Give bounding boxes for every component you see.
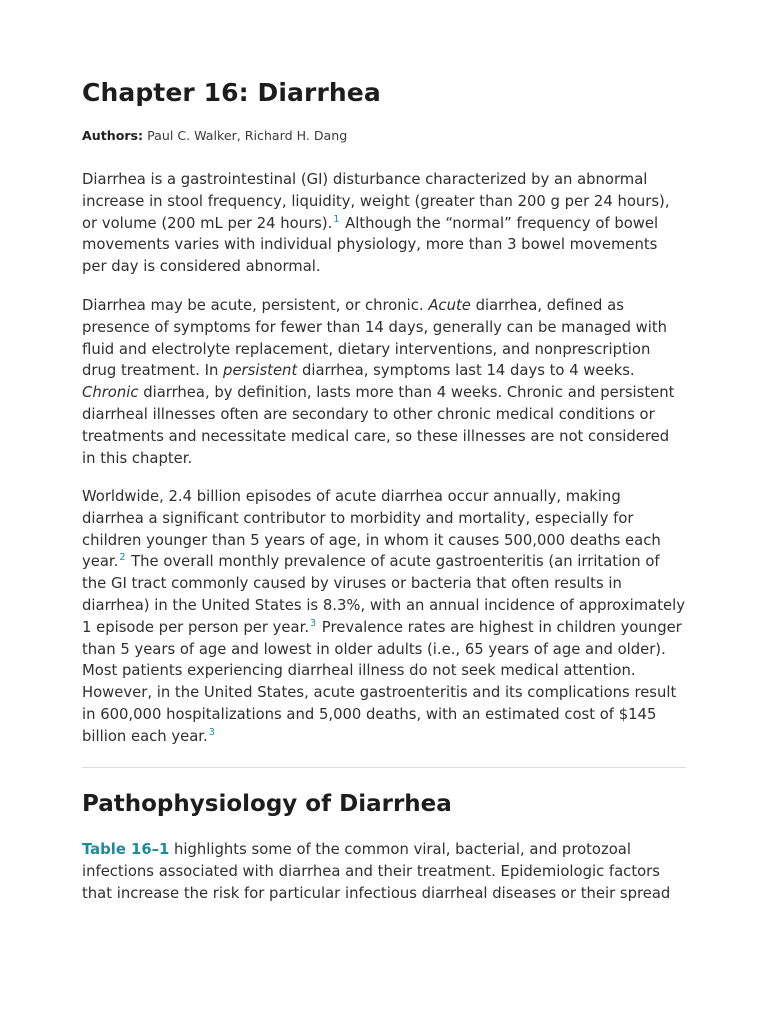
reference-link[interactable]: 2: [119, 552, 126, 564]
text-run: highlights some of the common viral, bacterial, and protozoal infections associated with diarrhea and their treatment. Epidemiologic factors that increase the risk for particular infectious diarrheal diseases or their spread: [82, 841, 671, 902]
paragraph-text: [82, 169, 686, 278]
reference-link[interactable]: 1: [333, 213, 340, 225]
authors-names: Paul C. Walker, Richard H. Dang: [147, 128, 348, 143]
paragraph-2: [82, 295, 686, 469]
paragraph-text: [82, 486, 686, 748]
text-run: Although the “normal” frequency of bowel movements varies with individual physiology, more than 3 bowel movements per day is considered abnormal.: [82, 214, 659, 276]
chapter-title: Chapter 16: Diarrhea: [82, 78, 381, 107]
text-run: The overall monthly prevalence of acute gastroenteritis (an irritation of the GI tract commonly caused by viruses or bacteria that often results in diarrhea) in the United States is 8.3%, with an annual incidence of approximately 1 episode per person per year.: [82, 553, 686, 636]
table-link[interactable]: Table 16–1: [82, 841, 170, 858]
section-divider: [82, 767, 686, 768]
paragraph-3: [82, 486, 686, 748]
text-run: Prevalence rates are highest in children younger than 5 years of age and lowest in older adults (i.e., 65 years of age and older). Most patients experiencing diarrheal illness do not seek medical attention. However, in the United States, acute gastroenteritis and its complications result in 600,000 hospitalizations and 5,000 deaths, with an estimated cost of $145 billion each year.: [82, 618, 682, 745]
authors-label: Authors:: [82, 128, 144, 143]
text-run: diarrhea, symptoms last 14 days to 4 weeks.: [297, 362, 635, 380]
emphasis-term: Chronic: [82, 384, 139, 402]
reference-link[interactable]: 3: [310, 617, 317, 629]
paragraph-1: [82, 169, 686, 278]
authors-line: [82, 126, 347, 146]
reference-link[interactable]: 3: [208, 726, 215, 738]
section-paragraph-1: [82, 839, 686, 904]
paragraph-text: [82, 295, 686, 469]
paragraph-text: [82, 839, 686, 904]
section-title: Pathophysiology of Diarrhea: [82, 791, 452, 817]
emphasis-term: persistent: [223, 362, 298, 380]
text-run: Diarrhea may be acute, persistent, or chronic.: [82, 297, 429, 314]
text-run: diarrhea, defined as presence of symptoms for fewer than 14 days, generally can be managed with fluid and electrolyte replacement, dietary interventions, and nonprescription drug treatment. In: [82, 297, 668, 380]
text-run: Diarrhea is a gastrointestinal (GI) disturbance characterized by an abnormal increase in stool frequency, liquidity, weight (greater than 200 g per 24 hours), or volume (200 mL per 24 hours).: [82, 171, 670, 232]
text-run: Worldwide, 2.4 billion episodes of acute diarrhea occur annually, making diarrhea a significant contributor to morbidity and mortality, especially for children younger than 5 years of age, in whom it causes 500,000 deaths each year.: [82, 488, 661, 571]
emphasis-term: Acute: [428, 297, 471, 314]
text-run: diarrhea, by definition, lasts more than 4 weeks. Chronic and persistent diarrheal illnesses often are secondary to other chronic medical conditions or treatments and necessitate medical care, so these illnesses are not considered in this chapter.: [82, 384, 675, 467]
